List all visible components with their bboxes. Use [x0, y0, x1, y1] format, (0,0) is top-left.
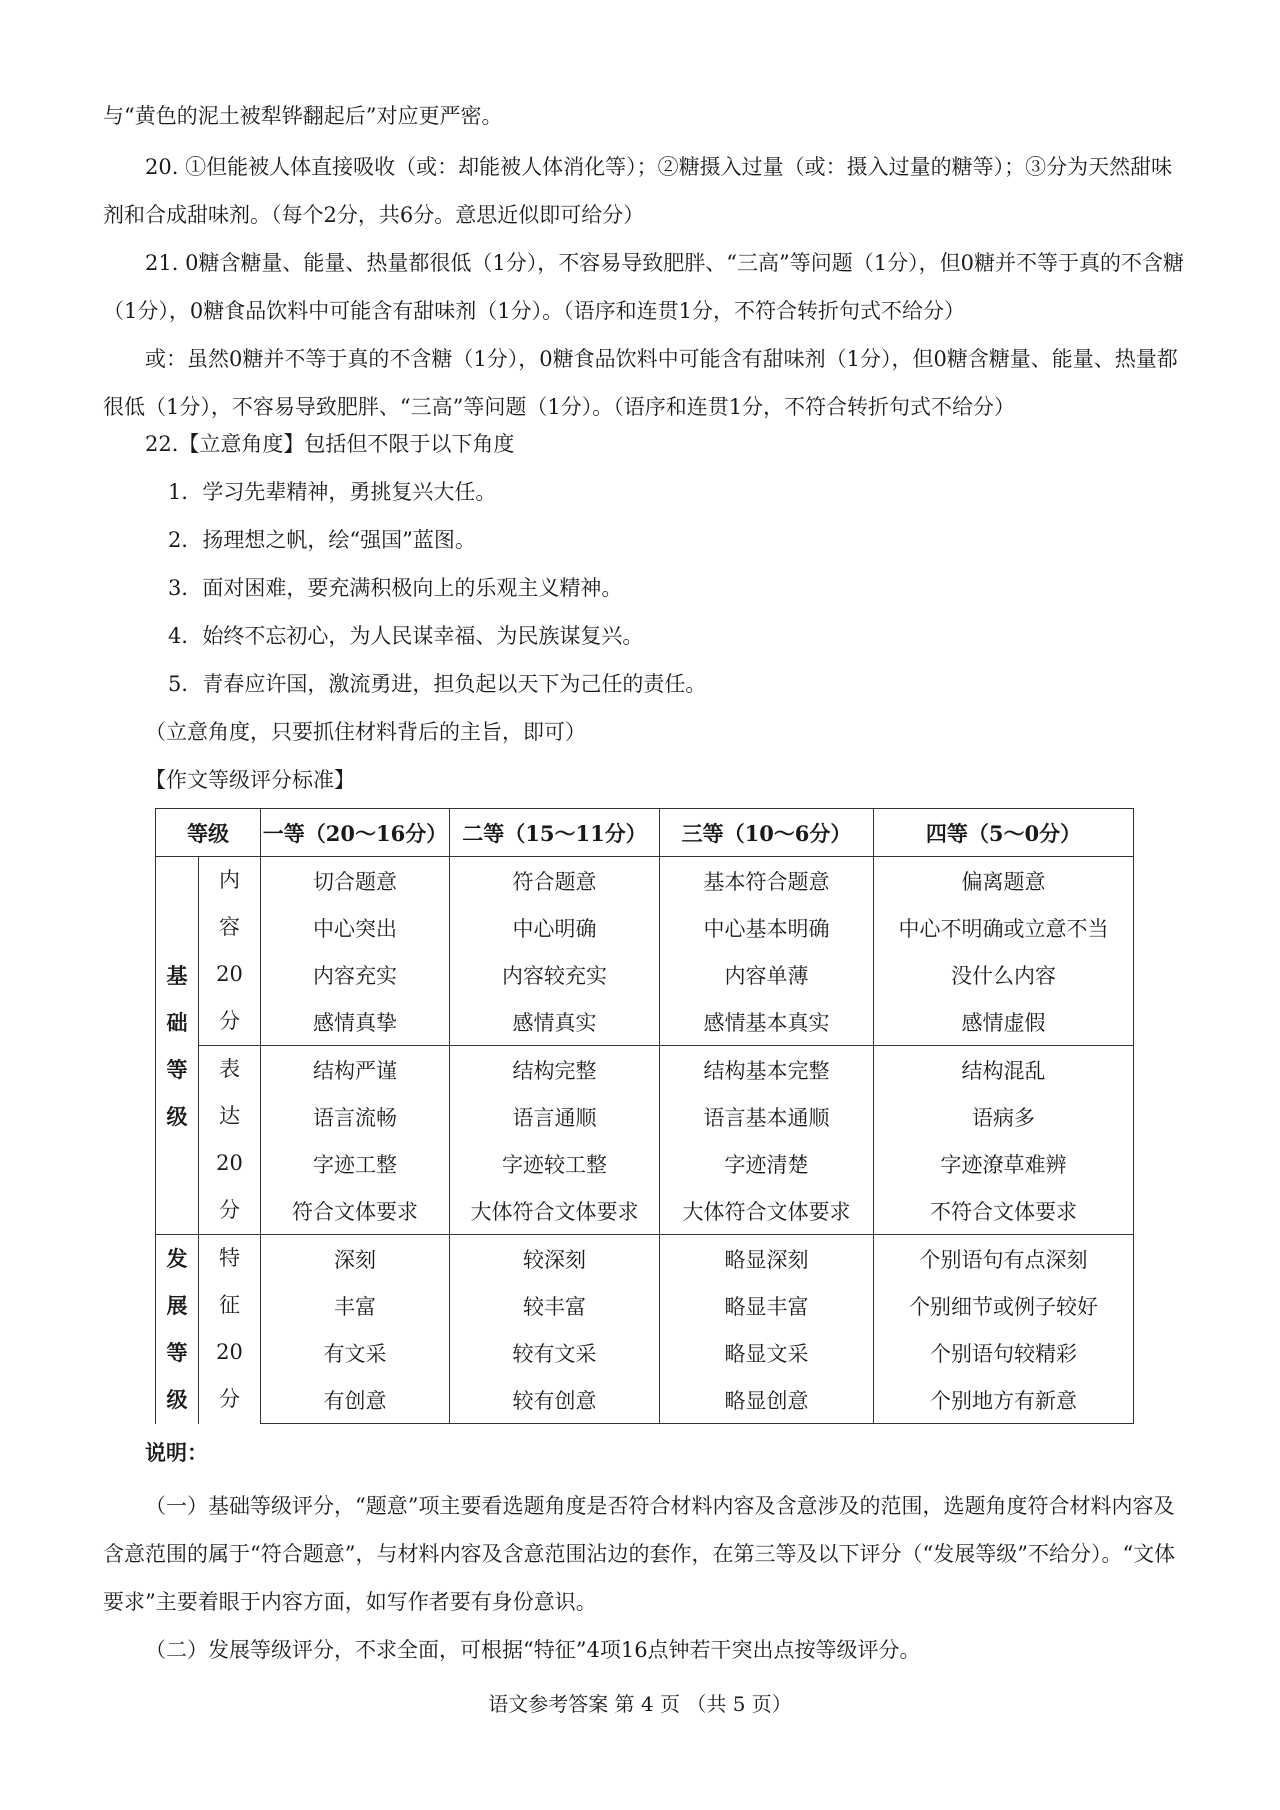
- table-cell: 感情真实: [450, 998, 660, 1046]
- sublabel-char: 20: [216, 962, 243, 986]
- table-cell: 内容充实: [261, 951, 450, 998]
- table-cell: 有创意: [261, 1376, 450, 1424]
- sublabel-char: 达: [219, 1104, 240, 1128]
- group-char: 级: [166, 1387, 188, 1413]
- table-cell: 字迹清楚: [660, 1140, 874, 1187]
- table-header-row: [156, 809, 1134, 857]
- table-cell: 略显创意: [660, 1376, 874, 1424]
- sublabel-char: 表: [219, 1057, 240, 1081]
- sublabel-char: 分: [219, 1387, 240, 1412]
- table-cell: 符合题意: [450, 857, 660, 905]
- table-cell: 字迹较工整: [450, 1140, 660, 1187]
- table-row: [156, 1329, 1134, 1376]
- table-cell: 个别语句较精彩: [874, 1329, 1134, 1376]
- sublabel-char: 特: [219, 1246, 240, 1271]
- answer-21-alternative: 或：虽然0糖并不等于真的不含糖（1分），0糖食品饮料中可能含有甜味剂（1分），但0糖含糖量、能量、热量都很低（1分），不容易导致肥胖、“三高”等问题（1分）。（语序和连贯1分，不符合转折句式不给分）: [103, 347, 1178, 419]
- sublabel-express: [199, 1046, 261, 1235]
- table-cell: 大体符合文体要求: [660, 1187, 874, 1235]
- answer-21: 21. 0糖含糖量、能量、热量都很低（1分），不容易导致肥胖、“三高”等问题（1分），但0糖并不等于真的不含糖（1分），0糖食品饮料中可能含有甜味剂（1分）。（语序和连贯1分，不符合转折句式不给分）: [103, 251, 1184, 323]
- table-row: [156, 1046, 1134, 1094]
- table-row: [156, 1282, 1134, 1329]
- table-cell: 不符合文体要求: [874, 1187, 1134, 1235]
- header-second: 二等（15～11分）: [450, 809, 660, 857]
- group-char: 等: [166, 1340, 188, 1366]
- sublabel-char: 20: [216, 1151, 243, 1175]
- table-cell: 较深刻: [450, 1235, 660, 1283]
- table-row: [156, 857, 1134, 905]
- sublabel-char: 分: [219, 1009, 240, 1033]
- sublabel-char: 内: [219, 868, 240, 892]
- table-row: [156, 1140, 1134, 1187]
- group-char: 基: [166, 962, 188, 988]
- sublabel-content: [199, 857, 261, 1046]
- table-cell: 结构完整: [450, 1046, 660, 1094]
- table-cell: 个别细节或例子较好: [874, 1282, 1134, 1329]
- table-cell: 结构混乱: [874, 1046, 1134, 1094]
- table-cell: 切合题意: [261, 857, 450, 905]
- table-cell: 中心基本明确: [660, 904, 874, 951]
- header-grade: 等级: [156, 809, 261, 857]
- table-cell: 略显文采: [660, 1329, 874, 1376]
- note-2: （二）发展等级评分，不求全面，可根据“特征”4项16点钟若干突出点按等级评分。: [145, 1638, 921, 1662]
- answer-20: 20. ①但能被人体直接吸收（或：却能被人体消化等）；②糖摄入过量（或：摄入过量的糖等）；③分为天然甜味剂和合成甜味剂。（每个2分，共6分。意思近似即可给分）: [103, 155, 1173, 227]
- angle-item-5: 5．青春应许国，激流勇进，担负起以天下为己任的责任。: [168, 672, 707, 696]
- table-cell: 语病多: [874, 1093, 1134, 1140]
- table-cell: 内容单薄: [660, 951, 874, 998]
- table-cell: 深刻: [261, 1235, 450, 1283]
- table-cell: 中心不明确或立意不当: [874, 904, 1134, 951]
- table-cell: 较有文采: [450, 1329, 660, 1376]
- group-char: 展: [166, 1293, 188, 1319]
- sublabel-char: 分: [219, 1198, 240, 1222]
- sublabel-char: 容: [219, 915, 240, 939]
- table-cell: 感情真挚: [261, 998, 450, 1046]
- line-continuation: 与“黄色的泥土被犁铧翻起后”对应更严密。: [103, 104, 503, 128]
- table-cell: 丰富: [261, 1282, 450, 1329]
- table-cell: 较有创意: [450, 1376, 660, 1424]
- table-cell: 较丰富: [450, 1282, 660, 1329]
- table-row: [156, 1187, 1134, 1235]
- group-char: 级: [166, 1103, 188, 1129]
- table-cell: 略显丰富: [660, 1282, 874, 1329]
- sublabel-char: 征: [219, 1293, 240, 1318]
- table-title: 【作文等级评分标准】: [145, 768, 355, 792]
- table-cell: 中心明确: [450, 904, 660, 951]
- table-row: [156, 1235, 1134, 1283]
- table-cell: 基本符合题意: [660, 857, 874, 905]
- table-row: [156, 904, 1134, 951]
- table-row: [156, 951, 1134, 998]
- table-cell: 字迹潦草难辨: [874, 1140, 1134, 1187]
- angle-item-4: 4．始终不忘初心，为人民谋幸福、为民族谋复兴。: [168, 624, 644, 648]
- table-cell: 内容较充实: [450, 951, 660, 998]
- table-cell: 没什么内容: [874, 951, 1134, 998]
- table-cell: 语言通顺: [450, 1093, 660, 1140]
- sublabel-char: 20: [216, 1340, 243, 1365]
- table-cell: 中心突出: [261, 904, 450, 951]
- table-cell: 个别地方有新意: [874, 1376, 1134, 1424]
- group-char: 发: [166, 1246, 188, 1272]
- header-fourth: 四等（5～0分）: [874, 809, 1134, 857]
- table-cell: 个别语句有点深刻: [874, 1235, 1134, 1283]
- group-char: 础: [166, 1009, 188, 1035]
- angle-item-1: 1．学习先辈精神，勇挑复兴大任。: [168, 480, 497, 504]
- table-cell: 有文采: [261, 1329, 450, 1376]
- header-third: 三等（10～6分）: [660, 809, 874, 857]
- table-cell: 大体符合文体要求: [450, 1187, 660, 1235]
- table-cell: 语言流畅: [261, 1093, 450, 1140]
- table-cell: 感情虚假: [874, 998, 1134, 1046]
- answer-22-heading: 22.【立意角度】包括但不限于以下角度: [145, 432, 515, 456]
- note-1: （一）基础等级评分，“题意”项主要看选题角度是否符合材料内容及含意涉及的范围，选题角度符合材料内容及含意范围的属于“符合题意”，与材料内容及含意范围沾边的套作，在第三等及以下评分（“发展等级”不给分）。“文体要求”主要着眼于内容方面，如写作者要有身份意识。: [103, 1494, 1176, 1614]
- page-footer: 语文参考答案 第 4 页 （共 5 页）: [488, 1692, 792, 1716]
- angle-item-2: 2．扬理想之帆，绘“强国”蓝图。: [168, 528, 476, 552]
- table-row: [156, 1376, 1134, 1424]
- group-char: 等: [166, 1056, 188, 1082]
- header-first: 一等（20～16分）: [261, 809, 450, 857]
- table-cell: 略显深刻: [660, 1235, 874, 1283]
- angle-item-3: 3．面对困难，要充满积极向上的乐观主义精神。: [168, 576, 623, 600]
- table-cell: 偏离题意: [874, 857, 1134, 905]
- group-label-development: [156, 1235, 199, 1424]
- table-cell: 结构基本完整: [660, 1046, 874, 1094]
- sublabel-feature: [199, 1235, 261, 1424]
- table-row: [156, 998, 1134, 1046]
- essay-grading-table: [155, 808, 1134, 1424]
- table-cell: 语言基本通顺: [660, 1093, 874, 1140]
- notes-title: 说明：: [145, 1440, 208, 1465]
- table-cell: 结构严谨: [261, 1046, 450, 1094]
- table-cell: 字迹工整: [261, 1140, 450, 1187]
- table-row: [156, 1093, 1134, 1140]
- group-label-basic: [156, 857, 199, 1235]
- angle-note: （立意角度，只要抓住材料背后的主旨，即可）: [145, 720, 586, 744]
- table-cell: 感情基本真实: [660, 998, 874, 1046]
- table-cell: 符合文体要求: [261, 1187, 450, 1235]
